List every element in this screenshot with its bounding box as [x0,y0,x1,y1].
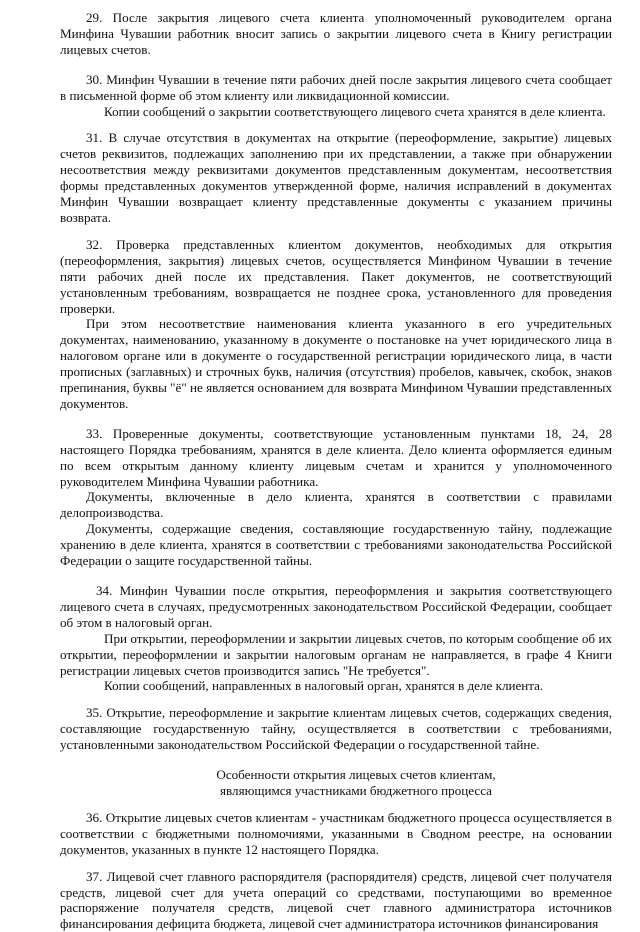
paragraph-30-copies: Копии сообщений о закрытии соответствующего лицевого счета хранятся в деле клиента. [104,103,606,119]
paragraph-34-registry: При открытии, переоформлении и закрытии лицевых счетов, по которым сообщение об их открытии, переоформлении и закрытии налоговым органам не направляется, в графе 4 Книги регистрации лицевых счетов производится запись "Не требуется". [60,630,612,678]
paragraph-34: 34. Минфин Чувашии после открытия, переоформления и закрытия соответствующего лицевого счета в случаях, предусмотренных законодательством Российской Федерации, сообщает об этом в налоговый орган. [60,583,612,630]
paragraph-36: 36. Открытие лицевых счетов клиентам - участникам бюджетного процесса осуществляется в соответствии с бюджетными полномочиями, указанными в Сводном реестре, на основании документов, указанных в пункте 12 настоящего Порядка. [60,809,612,857]
paragraph-33-secret: Документы, содержащие сведения, составляющие государственную тайну, подлежащие хранению в деле клиента, хранятся в соответствии с требованиями законодательства Российской Федерации о защите государственной тайны. [60,521,612,569]
section-heading-line-1: Особенности открытия лицевых счетов клиентам, [216,767,496,783]
paragraph-32: 32. Проверка представленных клиентом документов, необходимых для открытия (переоформления, закрытия) лицевых счетов, осуществляется Минфином Чувашии в течение пяти рабочих дней после их представления. Пакет документов, не соответствующий установленным требованиям, возвращается не позднее срока, установленного для проведения проверки. [60,236,612,316]
paragraph-33: 33. Проверенные документы, соответствующие установленным пунктами 18, 24, 28 настоящего Порядка требованиям, хранятся в деле клиента. Дело клиента оформляется единым по всем открытым данному клиенту лицевым счетам и хранится у уполномоченного руководителем Минфина Чувашии работника. [60,425,612,489]
paragraph-37: 37. Лицевой счет главного распорядителя (распорядителя) средств, лицевой счет получателя средств, лицевой счет для учета операций со средствами, поступающими во временное распоряжение получателя средств, лицевой счет главного администратора источников финансирования дефицита бюджета, лицевой счет администратора источников финансирования [60,868,612,932]
paragraph-34-copies: Копии сообщений, направленных в налоговый орган, хранятся в деле клиента. [104,678,544,694]
paragraph-30: 30. Минфин Чувашии в течение пяти рабочих дней после закрытия лицевого счета сообщает в письменной форме об этом клиенту или ликвидационной комиссии. [60,71,612,103]
paragraph-32-note: При этом несоответствие наименования клиента указанного в его учредительных документах, наименованию, указанному в документе о постановке на учет юридического лица в налоговом органе или в документе о государственной регистрации юридического лица, в части прописных (заглавных) и строчных букв, наличия (отсутствия) пробелов, кавычек, скобок, знаков препинания, буквы "ё" не является основанием для возврата Минфином Чувашии представленных документов. [60,316,612,411]
paragraph-29: 29. После закрытия лицевого счета клиента уполномоченный руководителем органа Минфина Чувашии работник вносит запись о закрытии лицевого счета в Книгу регистрации лицевых счетов. [60,10,612,57]
paragraph-35: 35. Открытие, переоформление и закрытие клиентам лицевых счетов, содержащих сведения, составляющие государственную тайну, осуществляется в соответствии с требованиями, установленными законодательством Российской Федерации о государственной тайне. [60,705,612,753]
paragraph-31: 31. В случае отсутствия в документах на открытие (переоформление, закрытие) лицевых счетов реквизитов, подлежащих заполнению при их представлении, а также при обнаружении несоответствия между реквизитами документов представленным документам, несоответствия формы представленных документов утвержденной форме, наличия исправлений в документах Минфин Чувашии возвращает клиенту представленные документы с указанием причины возврата. [60,130,612,225]
section-heading-line-2: являющимся участниками бюджетного процесса [220,782,492,798]
paragraph-33-records: Документы, включенные в дело клиента, хранятся в соответствии с правилами делопроизводства. [60,489,612,521]
